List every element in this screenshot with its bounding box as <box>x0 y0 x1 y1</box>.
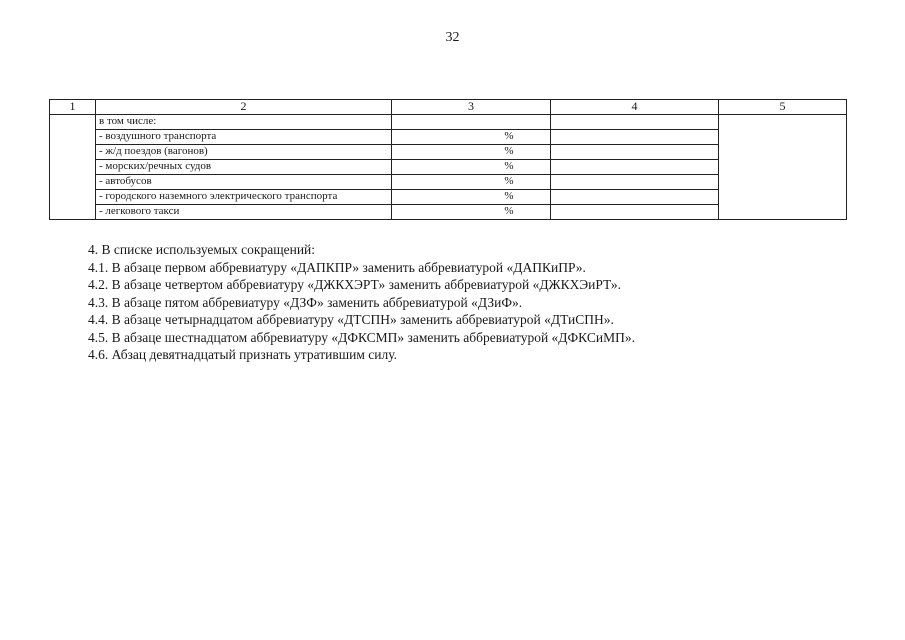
table-header-row <box>50 100 847 115</box>
row-unit <box>392 115 551 130</box>
row-label: - воздушного транспорта <box>96 130 392 145</box>
amendment-paragraph: 4.5. В абзаце шестнадцатом аббревиатуру «ДФКСМП» заменить аббревиатурой «ДФКСиМП». <box>88 329 635 345</box>
amendment-paragraph: 4.2. В абзаце четвертом аббревиатуру «ДЖКХЭРТ» заменить аббревиатурой «ДЖКХЭиРТ». <box>88 277 622 292</box>
row-label: - городского наземного электрического транспорта <box>96 190 392 205</box>
page-number: 32 <box>445 30 460 45</box>
amendment-paragraph: 4.1. В абзаце первом аббревиатуру «ДАПКПР» заменить аббревиатурой «ДАПКиПР». <box>88 259 586 275</box>
row-number-cell <box>50 115 96 220</box>
row-unit: % <box>392 160 551 175</box>
row-label: - автобусов <box>96 175 392 190</box>
row-value-4 <box>551 130 719 145</box>
row-value-4 <box>551 115 719 130</box>
amendment-paragraph: 4.4. В абзаце четырнадцатом аббревиатуру «ДТСПН» заменить аббревиатурой «ДТиСПН». <box>88 312 614 327</box>
header-cell-5: 5 <box>719 100 847 115</box>
row-unit: % <box>392 145 551 160</box>
header-cell-2: 2 <box>96 100 392 115</box>
header-cell-1: 1 <box>50 100 96 115</box>
row-label: - морских/речных судов <box>96 160 392 175</box>
row-value-4 <box>551 205 719 220</box>
amendments-list <box>88 241 635 364</box>
row-value-5 <box>719 115 847 220</box>
row-unit: % <box>392 205 551 220</box>
row-value-4 <box>551 145 719 160</box>
row-unit: % <box>392 175 551 190</box>
row-label: в том числе: <box>96 115 392 130</box>
header-cell-3: 3 <box>392 100 551 115</box>
row-value-4 <box>551 190 719 205</box>
row-label: - ж/д поездов (вагонов) <box>96 145 392 160</box>
table-row <box>50 115 847 130</box>
header-cell-4: 4 <box>551 100 719 115</box>
row-unit: % <box>392 190 551 205</box>
row-value-4 <box>551 160 719 175</box>
row-unit: % <box>392 130 551 145</box>
amendment-paragraph: 4. В списке используемых сокращений: <box>88 242 316 257</box>
row-label: - легкового такси <box>96 205 392 220</box>
amendment-paragraph: 4.6. Абзац девятнадцатый признать утратившим силу. <box>88 347 397 362</box>
row-value-4 <box>551 175 719 190</box>
indicators-table <box>49 99 847 220</box>
amendment-paragraph: 4.3. В абзаце пятом аббревиатуру «ДЗФ» заменить аббревиатурой «ДЗиФ». <box>88 294 523 310</box>
